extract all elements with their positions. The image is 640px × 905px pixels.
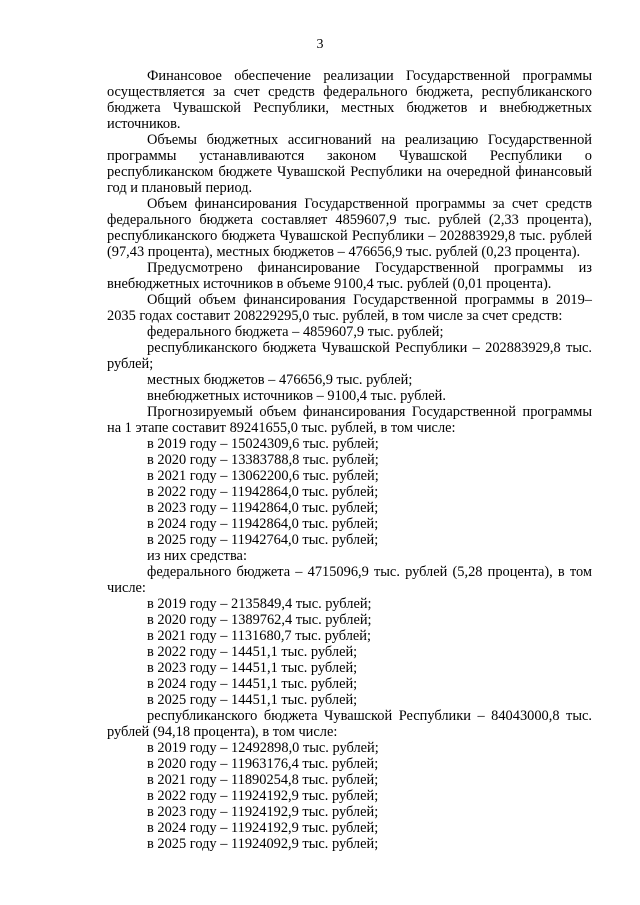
stage1-year-line: в 2024 году – 11942864,0 тыс. рублей; [147, 516, 379, 532]
federal-year-line: в 2023 году – 14451,1 тыс. рублей; [147, 660, 358, 676]
total-extra-line: внебюджетных источников – 9100,4 тыс. рублей. [147, 388, 446, 404]
stage1-intro: Прогнозируемый объем финансирования Государственной программы на 1 этапе составит 89241655,0 тыс. рублей, в том числе: [107, 404, 592, 436]
total-local-line: местных бюджетов – 476656,9 тыс. рублей; [147, 372, 413, 388]
paragraph-financing-sources: Финансовое обеспечение реализации Государственной программы осуществляется за счет средств федерального бюджета, республиканского бюджета Чувашской Республики, местных бюджетов и внебюджетных источников. [107, 68, 592, 132]
republican-year-line: в 2022 году – 11924192,9 тыс. рублей; [147, 788, 379, 804]
paragraph-total-volume: Общий объем финансирования Государственной программы в 2019–2035 годах составит 208229295,0 тыс. рублей, в том числе за счет средств: [107, 292, 592, 324]
total-federal-line: федерального бюджета – 4859607,9 тыс. рублей; [147, 324, 444, 340]
republican-year-line: в 2019 году – 12492898,0 тыс. рублей; [147, 740, 379, 756]
page-number: 3 [316, 37, 324, 52]
republican-year-line: в 2021 году – 11890254,8 тыс. рублей; [147, 772, 379, 788]
stage1-year-line: в 2022 году – 11942864,0 тыс. рублей; [147, 484, 379, 500]
paragraph-extrabudgetary: Предусмотрено финансирование Государственной программы из внебюджетных источников в объеме 9100,4 тыс. рублей (0,01 процента). [107, 260, 592, 292]
federal-year-line: в 2019 году – 2135849,4 тыс. рублей; [147, 596, 372, 612]
document-body [107, 68, 592, 852]
stage1-year-line: в 2025 году – 11942764,0 тыс. рублей; [147, 532, 379, 548]
federal-year-line: в 2024 году – 14451,1 тыс. рублей; [147, 676, 358, 692]
total-republican-line: республиканского бюджета Чувашской Республики – 202883929,8 тыс. рублей; [107, 340, 592, 372]
republican-year-line: в 2020 году – 11963176,4 тыс. рублей; [147, 756, 379, 772]
stage1-year-line: в 2020 году – 13383788,8 тыс. рублей; [147, 452, 379, 468]
federal-year-line: в 2020 году – 1389762,4 тыс. рублей; [147, 612, 372, 628]
of-which-label: из них средства: [147, 548, 247, 564]
stage1-year-line: в 2021 году – 13062200,6 тыс. рублей; [147, 468, 379, 484]
federal-year-line: в 2022 году – 14451,1 тыс. рублей; [147, 644, 358, 660]
paragraph-budget-allocations: Объемы бюджетных ассигнований на реализацию Государственной программы устанавливаются законом Чувашской Республики о республиканском бюджете Чувашской Республики на очередной финансовый год и плановый период. [107, 132, 592, 196]
republican-year-line: в 2023 году – 11924192,9 тыс. рублей; [147, 804, 379, 820]
republican-year-line: в 2025 году – 11924092,9 тыс. рублей; [147, 836, 379, 852]
federal-year-line: в 2025 году – 14451,1 тыс. рублей; [147, 692, 358, 708]
stage1-year-line: в 2019 году – 15024309,6 тыс. рублей; [147, 436, 379, 452]
federal-intro: федерального бюджета – 4715096,9 тыс. рублей (5,28 процента), в том числе: [107, 564, 592, 596]
republican-intro: республиканского бюджета Чувашской Республики – 84043000,8 тыс. рублей (94,18 процента), в том числе: [107, 708, 592, 740]
federal-year-line: в 2021 году – 1131680,7 тыс. рублей; [147, 628, 372, 644]
stage1-year-line: в 2023 году – 11942864,0 тыс. рублей; [147, 500, 379, 516]
paragraph-financing-volume: Объем финансирования Государственной программы за счет средств федерального бюджета составляет 4859607,9 тыс. рублей (2,33 процента), республиканского бюджета Чувашской Республики – 202883929,8 тыс. рублей (97,43 процента), местных бюджетов – 476656,9 тыс. рублей (0,23 процента). [107, 196, 592, 260]
republican-year-line: в 2024 году – 11924192,9 тыс. рублей; [147, 820, 379, 836]
